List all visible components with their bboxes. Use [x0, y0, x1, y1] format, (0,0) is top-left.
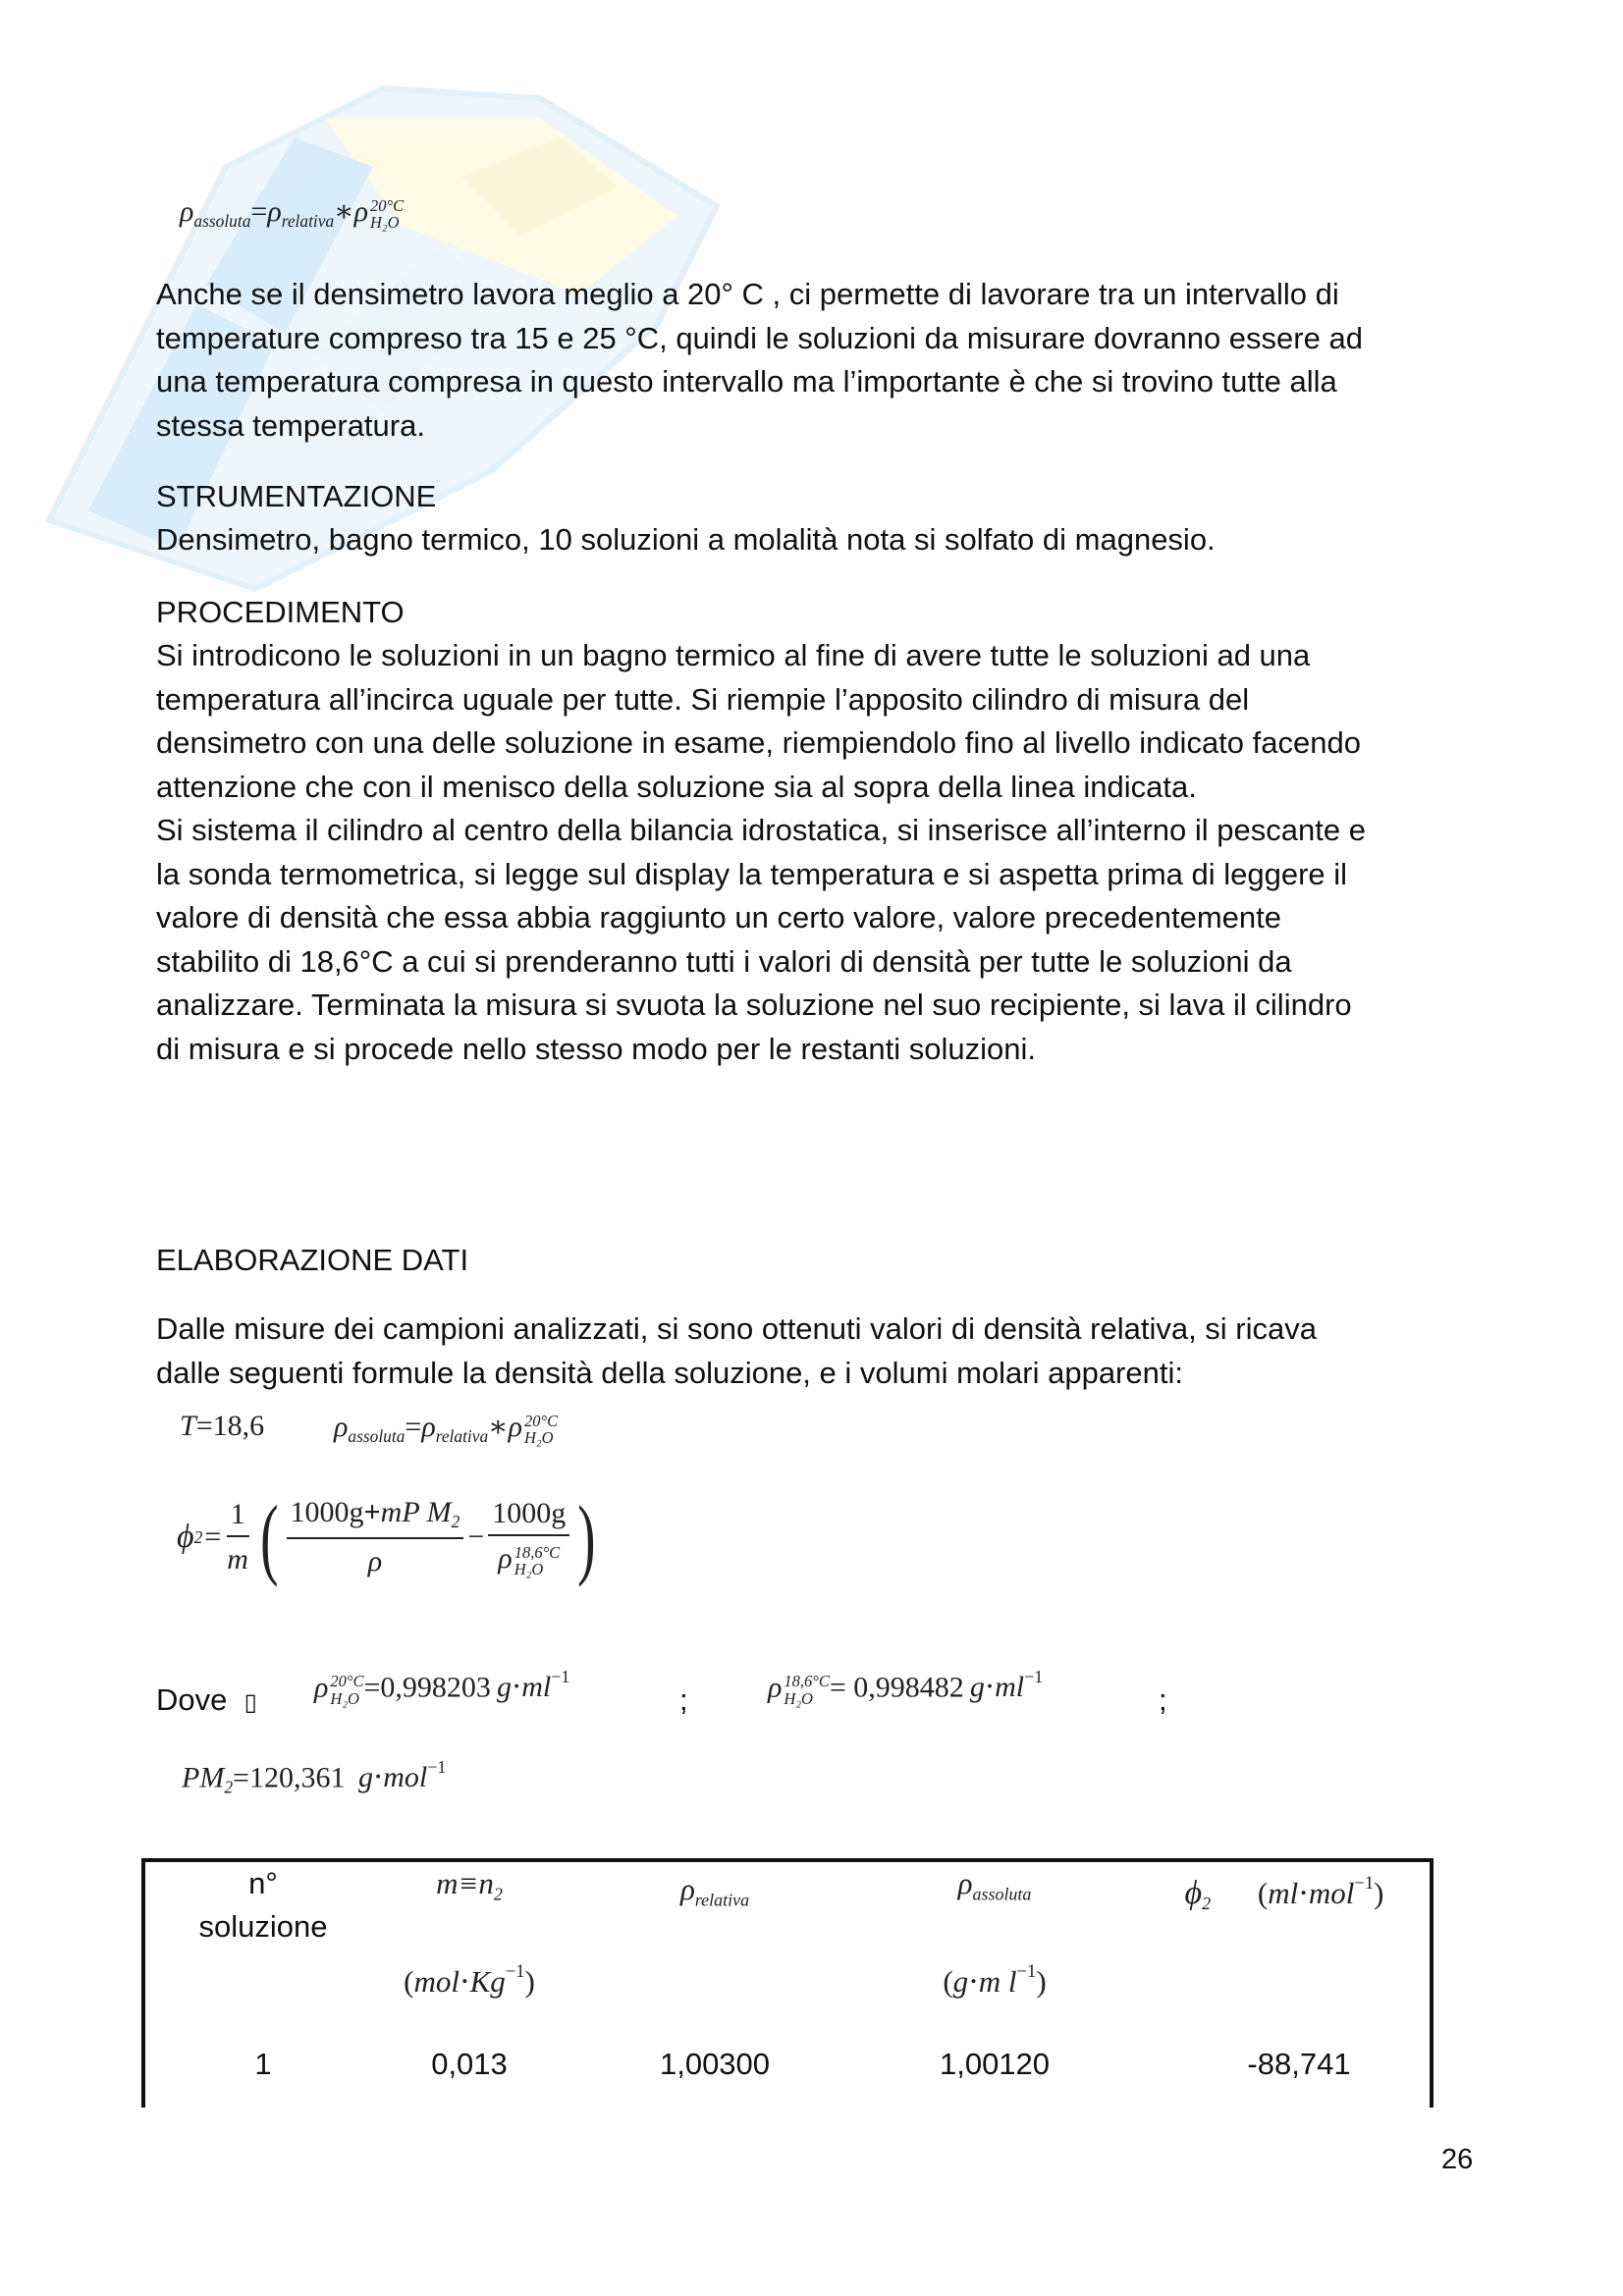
header-rho-assoluta: $\rho_{assoluta}$ (g⋅m $l^{-1}$) — [943, 1866, 1047, 2000]
header-molality: $m\equiv n_2$ $(mol\cdot Kg^{-1})$ — [404, 1866, 535, 2000]
text-line: dalle seguenti formule la densità della soluzione, e i volumi molari apparenti: — [156, 1355, 1183, 1390]
text-line: temperatura all’incirca uguale per tutte. Si riempie l’apposito cilindro di misura del — [156, 681, 1250, 717]
text-line: stabilito di 18,6°C a cui si prenderanno tutti i valori di densità per tutte le soluzioni da — [156, 943, 1292, 979]
text-line: la sonda termometrica, si legge sul display la temperatura e si aspetta prima di leggere il — [156, 856, 1348, 891]
text-line: densimetro con una delle soluzione in esame, riempiendolo fino al livello indicato facendo — [156, 725, 1361, 760]
text-line: di misura e si procede nello stesso modo per le restanti soluzioni. — [156, 1031, 1037, 1066]
formula-water-density-186c: ρ 18,6°C H₂O = 0,998482 $g\cdot ml^{-1}$ — [768, 1667, 1044, 1708]
heading-strumentazione: STRUMENTAZIONE — [156, 479, 437, 513]
formula-temperature: T=18,6 — [180, 1410, 265, 1442]
header-n-soluzione: n° soluzione — [198, 1866, 328, 1944]
cell-n: 1 — [254, 2047, 272, 2081]
text-line: una temperatura compresa in questo intervallo ma l’importante è che si trovino tutte alla — [156, 364, 1337, 399]
strumentazione-text: Densimetro, bagno termico, 10 soluzioni a molalità nota si solfato di magnesio. — [156, 522, 1216, 557]
text-line: Anche se il densimetro lavora meglio a 20° C , ci permette di lavorare tra un intervallo di — [156, 277, 1339, 311]
text-line: Si sistema il cilindro al centro della bilancia idrostatica, si inserisce all’interno il pescante e — [156, 813, 1366, 847]
missing-glyph-icon: ▯ — [243, 1689, 257, 1716]
header-rho-relativa: $\rho_{relativa}$ — [679, 1872, 750, 1910]
heading-elaborazione-dati: ELABORAZIONE DATI — [156, 1243, 469, 1277]
dove-label: Dove ▯ — [156, 1682, 257, 1717]
page-number: 26 — [1441, 2144, 1474, 2175]
text-line: valore di densità che essa abbia raggiunto un certo valore, valore precedentemente — [156, 900, 1282, 934]
text-line: analizzare. Terminata la misura si svuota la soluzione nel suo recipiente, si lava il cilindro — [156, 988, 1352, 1022]
cell-molality: 0,013 — [431, 2047, 508, 2081]
separator-semicolon: ; — [679, 1682, 688, 1717]
text-line: Dalle misure dei campioni analizzati, si sono ottenuti valori di densità relativa, si ricava — [156, 1311, 1317, 1346]
formula-molar-mass: $PM_2=120,361$ g⋅mol$^{-1}$ — [182, 1757, 447, 1797]
formula-apparent-molar-volume: ϕ 2 = $\frac{1}{m}$ ( $\frac{1000g+mP M_2}{\rho}$ − 1000g ρ 18,6°C H₂O ) — [177, 1487, 596, 1587]
formula-absolute-density: $\rho_{assoluta}=\rho_{relativa}∗\rho$ 20°C H₂O — [334, 1411, 559, 1448]
formula-density-relation: $\rho_{assoluta}=\rho_{relativa}∗\rho$ 20°C H₂O — [180, 195, 405, 233]
elaborazione-paragraph — [156, 1308, 1531, 1395]
data-table — [141, 1858, 1434, 2108]
text-line: Si introdicono le soluzioni in un bagno termico al fine di avere tutte le soluzioni ad una — [156, 638, 1311, 672]
text-line: attenzione che con il menisco della soluzione sia al sopra della linea indicata. — [156, 769, 1197, 804]
formula-water-density-20c: ρ 20°C H₂O =0,998203 $g\cdot ml^{-1}$ — [314, 1667, 570, 1708]
text-line: temperature compreso tra 15 e 25 °C, quindi le soluzioni da misurare dovranno essere ad — [156, 320, 1363, 355]
procedimento-paragraph — [156, 634, 1531, 1071]
cell-rho-relativa: 1,00300 — [659, 2047, 771, 2081]
header-phi2: $\phi_2$ (ml⋅mol$^{-1}$) — [1184, 1873, 1384, 1914]
heading-procedimento: PROCEDIMENTO — [156, 595, 405, 629]
separator-semicolon: ; — [1159, 1682, 1167, 1717]
intro-paragraph — [156, 273, 1511, 448]
text-line: stessa temperatura. — [156, 407, 425, 443]
cell-phi2: -88,741 — [1247, 2047, 1351, 2081]
cell-rho-assoluta: 1,00120 — [939, 2047, 1051, 2081]
